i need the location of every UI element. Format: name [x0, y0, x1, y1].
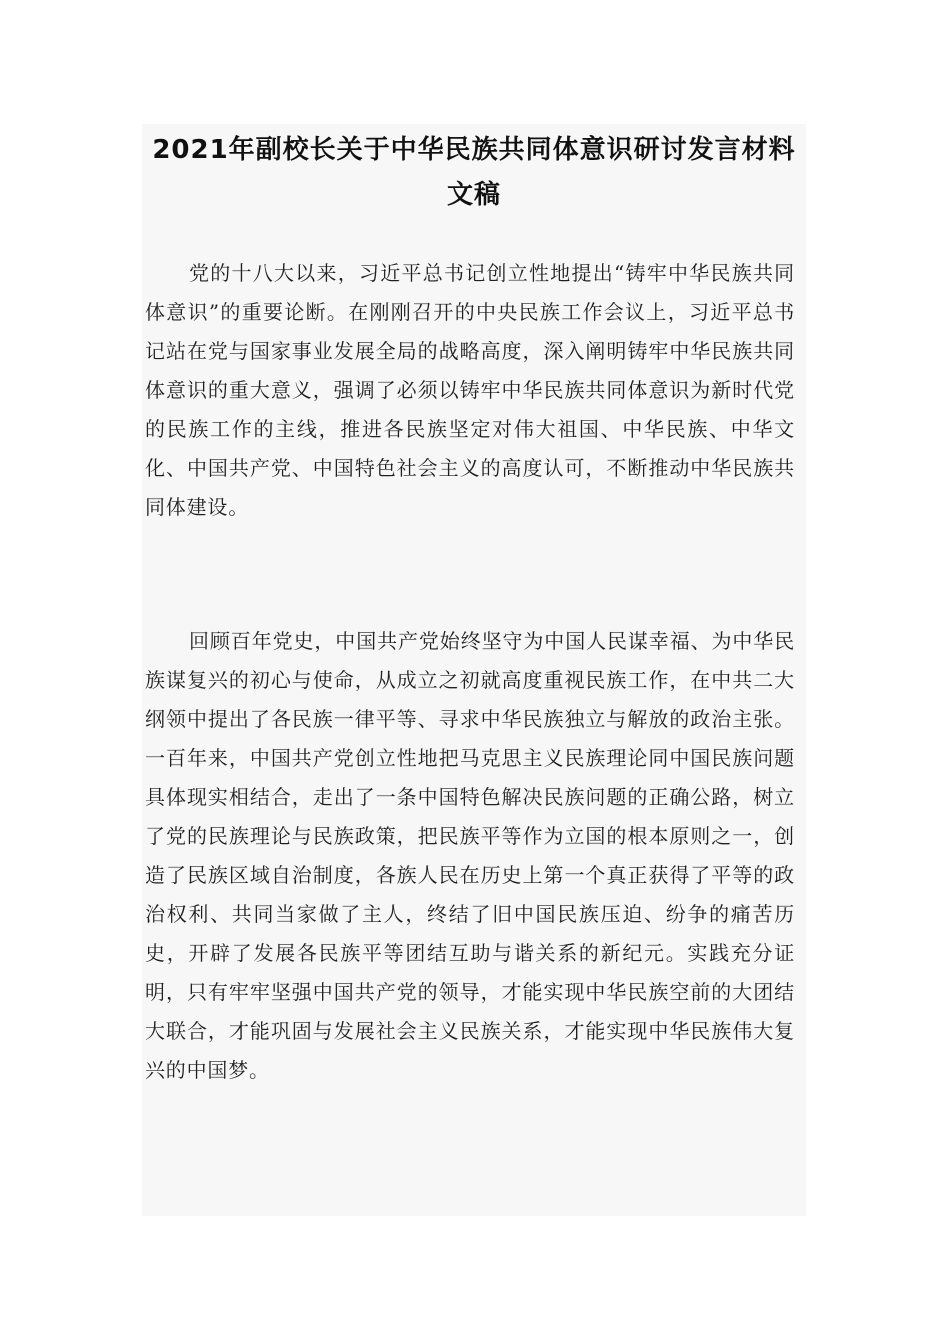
document-title: 2021年副校长关于中华民族共同体意识研讨发言材料文稿: [152, 135, 796, 210]
paragraph-1: 党的十八大以来，习近平总书记创立性地提出“铸牢中华民族共同体意识”的重要论断。在刚刚召开的中央民族工作会议上，习近平总书记站在党与国家事业发展全局的战略高度，深入阐明铸牢中华民族共同体意识的重大意义，强调了必须以铸牢中华民族共同体意识为新时代党的民族工作的主线，推进各民族坚定对伟大祖国、中华民族、中华文化、中国共产党、中国特色社会主义的高度认可，不断推动中华民族共同体建设。: [145, 261, 795, 519]
paragraph-2: 回顾百年党史，中国共产党始终坚守为中国人民谋幸福、为中华民族谋复兴的初心与使命，从成立之初就高度重视民族工作，在中共二大纲领中提出了各民族一律平等、寻求中华民族独立与解放的政治主张。一百年来，中国共产党创立性地把马克思主义民族理论同中国民族问题具体现实相结合，走出了一条中国特色解决民族问题的正确公路，树立了党的民族理论与民族政策，把民族平等作为立国的根本原则之一，创造了民族区域自治制度，各族人民在历史上第一个真正获得了平等的政治权利、共同当家做了主人，终结了旧中国民族压迫、纷争的痛苦历史，开辟了发展各民族平等团结互助与谐关系的新纪元。实践充分证明，只有牢牢坚强中国共产党的领导，才能实现中华民族空前的大团结大联合，才能巩固与发展社会主义民族关系，才能实现中华民族伟大复兴的中国梦。: [145, 629, 795, 1082]
